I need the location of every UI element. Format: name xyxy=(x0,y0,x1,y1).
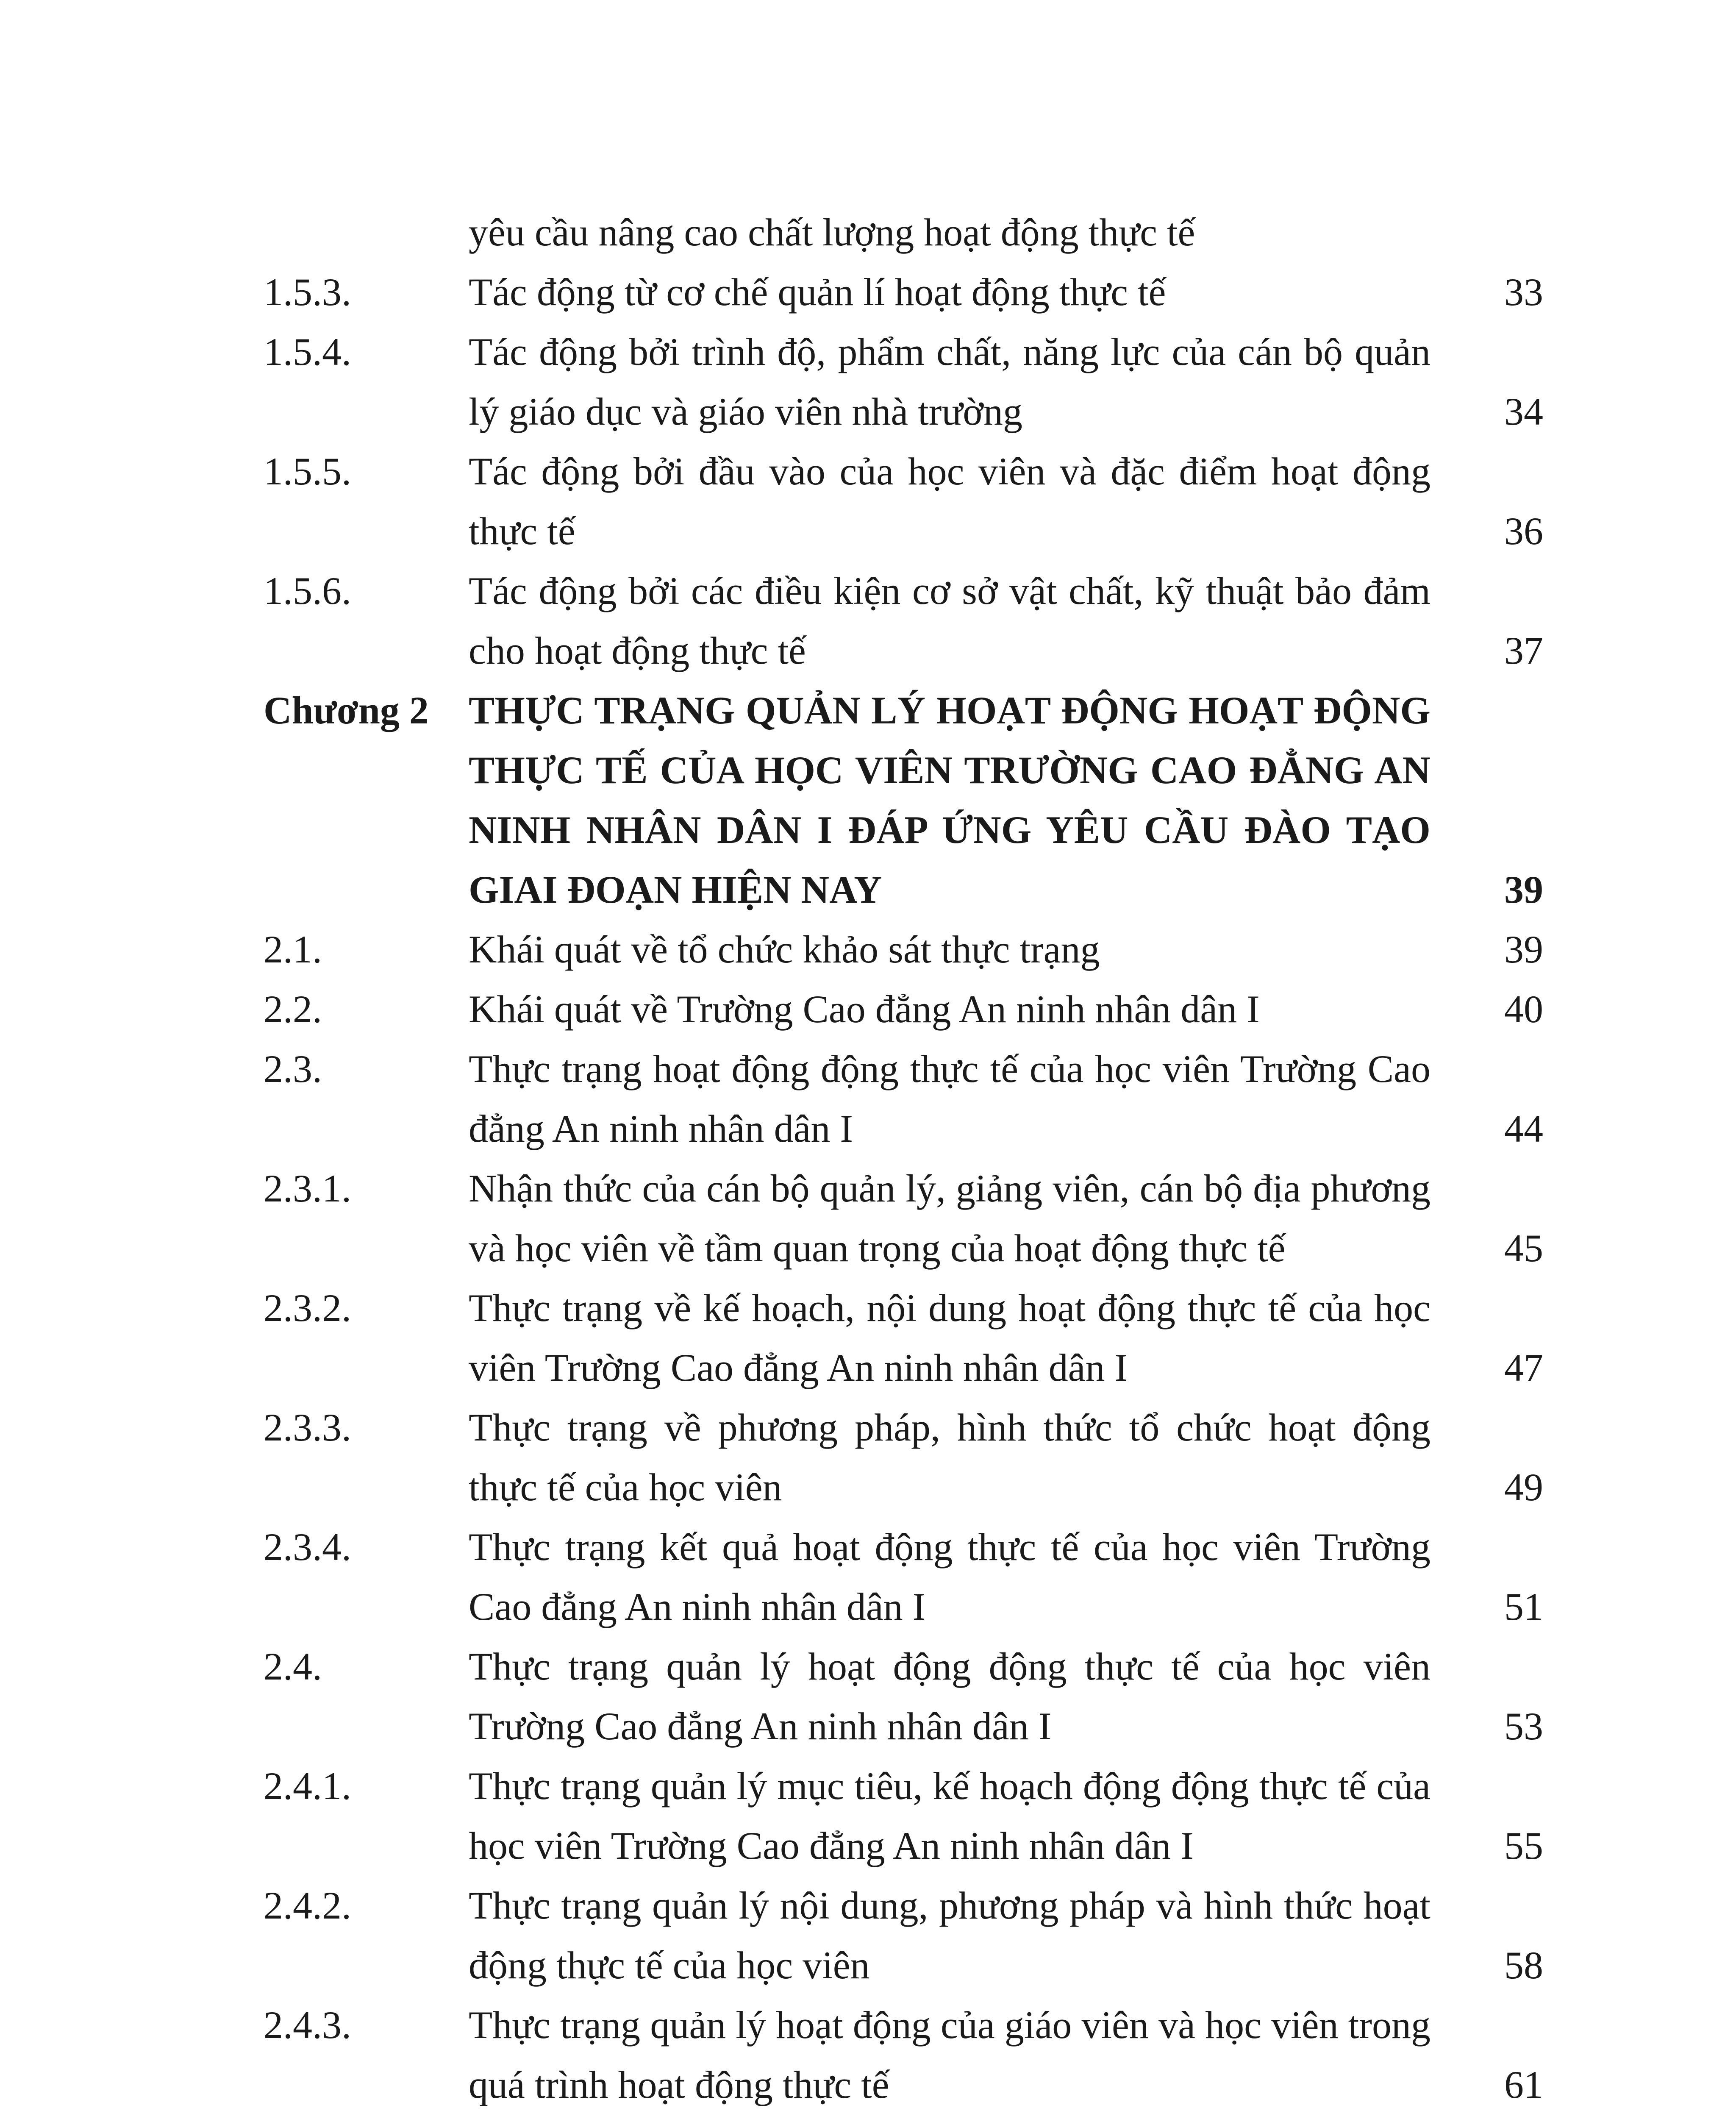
toc-entry-title: Thực trạng hoạt động động thực tế của học viên Trường Cao đẳng An ninh nhân dân I xyxy=(469,1047,1430,1150)
toc-entry-page-number: 36 xyxy=(1504,509,1543,553)
toc-entry-title: Thực trạng quản lý mục tiêu, kế hoạch động động thực tế của học viên Trường Cao đẳng An ninh nhân dân I xyxy=(469,1764,1430,1867)
toc-entry-number: 1.5.3. xyxy=(264,270,351,314)
toc-entry xyxy=(264,920,1543,979)
toc-entry xyxy=(264,979,1543,1039)
toc-entry-number: 2.1. xyxy=(264,928,322,971)
toc-entry-title xyxy=(469,2115,1430,2119)
toc-entry-page-number: 40 xyxy=(1504,987,1543,1031)
toc-entry-page-number: 47 xyxy=(1504,1346,1543,1389)
toc-entry xyxy=(264,442,1543,561)
toc-entry-title: Thực trạng về phương pháp, hình thức tổ chức hoạt động thực tế của học viên xyxy=(469,1406,1430,1509)
toc-entry-title: Nhận thức của cán bộ quản lý, giảng viên, cán bộ địa phương và học viên về tầm quan trọng của hoạt động thực tế xyxy=(469,1167,1430,1270)
toc-entry-title: THỰC TRẠNG QUẢN LÝ HOẠT ĐỘNG HOẠT ĐỘNG THỰC TẾ CỦA HỌC VIÊN TRƯỜNG CAO ĐẲNG AN NINH NHÂN DÂN I ĐÁP ỨNG YÊU CẦU ĐÀO TẠO GIAI ĐOẠN HIỆN NAY xyxy=(469,689,1430,911)
toc-entry xyxy=(264,1278,1543,1398)
toc-entry-title: Khái quát về Trường Cao đẳng An ninh nhân dân I xyxy=(469,987,1260,1031)
toc-entry-title: Tác động bởi trình độ, phẩm chất, năng lực của cán bộ quản lý giáo dục và giáo viên nhà trường xyxy=(469,330,1430,433)
toc-entry-title: Thực trạng kết quả hoạt động thực tế của học viên Trường Cao đẳng An ninh nhân dân I xyxy=(469,1525,1430,1628)
toc-entry xyxy=(264,1039,1543,1159)
toc-entry-title: Thực trạng về kế hoạch, nội dung hoạt động thực tế của học viên Trường Cao đẳng An ninh nhân dân I xyxy=(469,1286,1430,1389)
toc-entry-number: Chương 2 xyxy=(264,689,429,732)
toc-entry-title: Tác động bởi các điều kiện cơ sở vật chất, kỹ thuật bảo đảm cho hoạt động thực tế xyxy=(469,569,1430,672)
toc-entry xyxy=(264,561,1543,681)
toc-entry-number xyxy=(264,2115,351,2119)
toc-entry-page-number: 39 xyxy=(1504,868,1543,911)
toc-entry-number: 2.4.2. xyxy=(264,1884,351,1927)
toc-entry-number: 2.2. xyxy=(264,987,322,1031)
toc-entry-page-number: 37 xyxy=(1504,629,1543,672)
toc-entry-number: 1.5.5. xyxy=(264,450,351,493)
toc-entry-page-number: 53 xyxy=(1504,1705,1543,1748)
toc-chapter-entry xyxy=(264,681,1543,920)
toc-entry-number: 2.3.2. xyxy=(264,1286,351,1329)
toc-entry xyxy=(264,203,1543,262)
toc-entry-title: Khái quát về tổ chức khảo sát thực trạng xyxy=(469,928,1100,971)
toc-entry-number: 2.3.3. xyxy=(264,1406,351,1449)
toc-entry-page-number: 61 xyxy=(1504,2063,1543,2106)
toc-entry-page-number: 55 xyxy=(1504,1824,1543,1867)
toc-entry xyxy=(264,1637,1543,1756)
toc-entry-title: yêu cầu nâng cao chất lượng hoạt động thực tế xyxy=(469,211,1195,254)
toc-entry-title: Tác động từ cơ chế quản lí hoạt động thực tế xyxy=(469,270,1166,314)
toc-entry xyxy=(264,322,1543,442)
toc-entry-page-number: 33 xyxy=(1504,270,1543,314)
toc-entry-number: 2.3.1. xyxy=(264,1167,351,1210)
toc-entry-number: 2.4.3. xyxy=(264,2003,351,2047)
toc-entry xyxy=(264,262,1543,322)
toc-entry-number: 2.3. xyxy=(264,1047,322,1090)
toc-entry-number: 1.5.6. xyxy=(264,569,351,612)
toc-entry-title: Thực trạng quản lý nội dung, phương pháp và hình thức hoạt động thực tế của học viên xyxy=(469,1884,1430,1987)
toc-entry-page-number: 58 xyxy=(1504,1944,1543,1987)
toc-entry-title: Thực trạng quản lý hoạt động động thực tế của học viên Trường Cao đẳng An ninh nhân dân I xyxy=(469,1645,1430,1748)
toc-entry xyxy=(264,1995,1543,2115)
toc-entry-page-number: 39 xyxy=(1504,928,1543,971)
toc-entry-number: 2.4.1. xyxy=(264,1764,351,1808)
toc-entry xyxy=(264,2115,1543,2119)
toc-entry-page-number: 44 xyxy=(1504,1107,1543,1150)
toc-entry-page-number: 51 xyxy=(1504,1585,1543,1628)
toc-entry-number: 1.5.4. xyxy=(264,330,351,373)
toc-entry-page-number: 45 xyxy=(1504,1226,1543,1270)
table-of-contents xyxy=(264,203,1543,2119)
toc-entry-number: 2.3.4. xyxy=(264,1525,351,1568)
toc-entry xyxy=(264,1398,1543,1517)
toc-entry xyxy=(264,1159,1543,1278)
toc-entry-page-number: 34 xyxy=(1504,390,1543,433)
toc-entry-page-number xyxy=(1504,2115,1543,2119)
toc-entry xyxy=(264,1876,1543,1995)
toc-entry-title: Tác động bởi đầu vào của học viên và đặc điểm hoạt động thực tế xyxy=(469,450,1430,553)
toc-entry-number: 2.4. xyxy=(264,1645,322,1688)
toc-entry xyxy=(264,1756,1543,1876)
toc-entry xyxy=(264,1517,1543,1637)
toc-entry-page-number: 49 xyxy=(1504,1466,1543,1509)
toc-entry-title: Thực trạng quản lý hoạt động của giáo viên và học viên trong quá trình hoạt động thực tế xyxy=(469,2003,1430,2106)
